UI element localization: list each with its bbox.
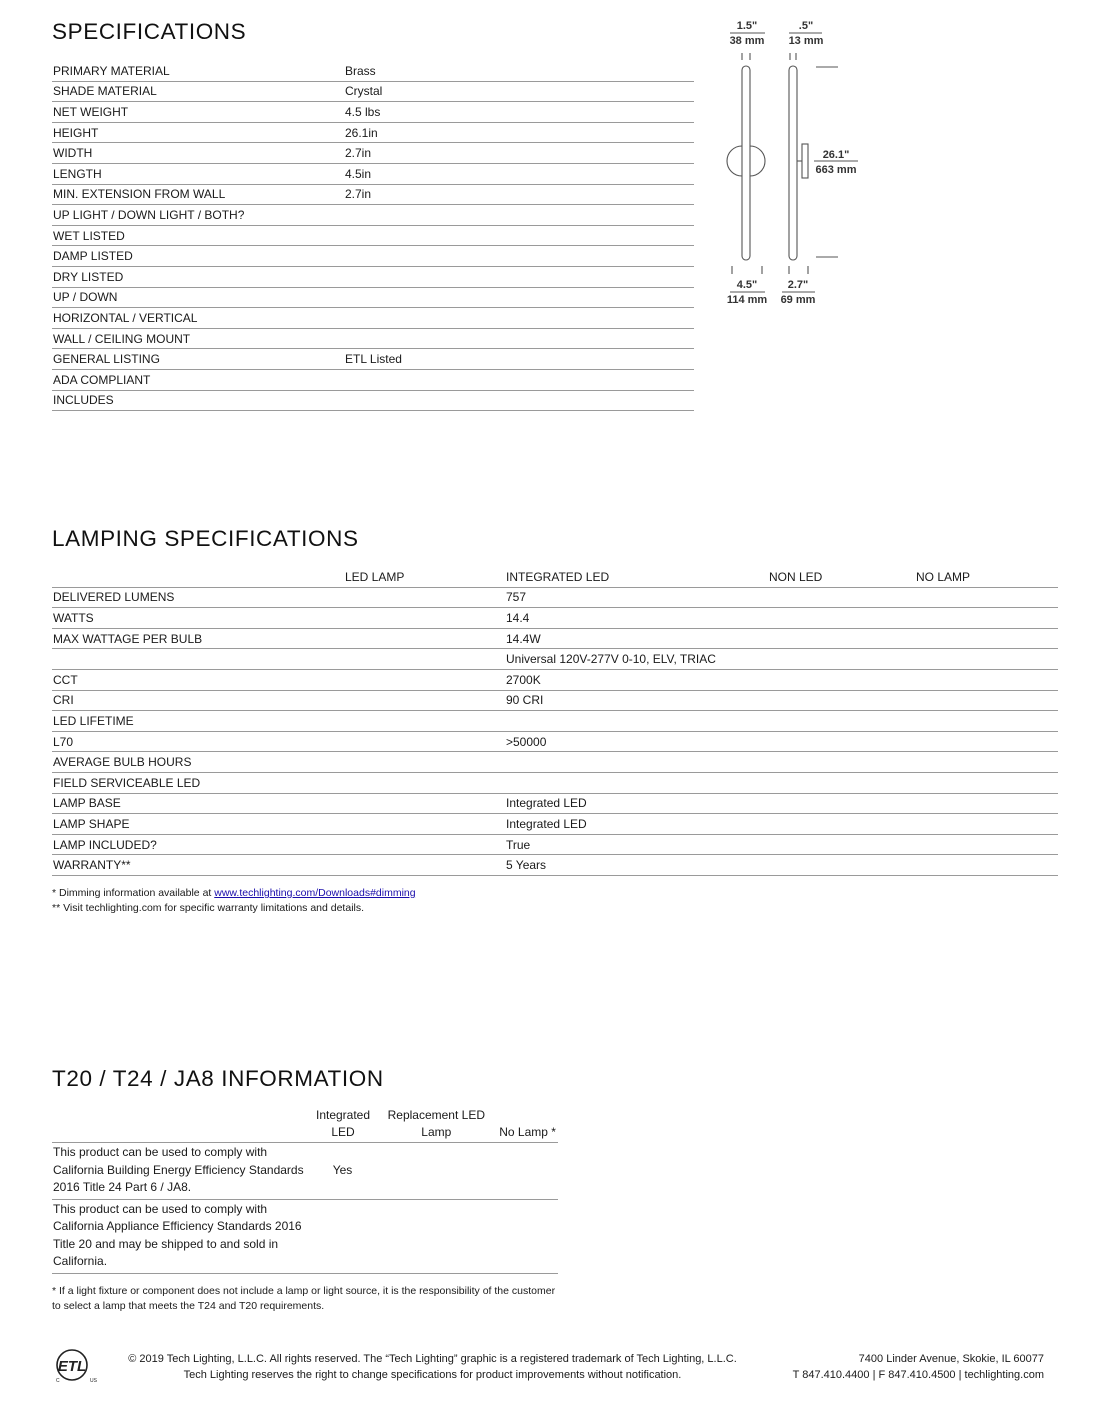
footer-copyright — [110, 1352, 755, 1383]
dim-bottom-right-in: 2.7" — [787, 279, 809, 291]
lamping-col-header: INTEGRATED LED — [505, 567, 768, 587]
lamping-col-header: NO LAMP — [915, 567, 1058, 587]
lamping-row — [52, 814, 1058, 835]
spec-label: UP LIGHT / DOWN LIGHT / BOTH? — [52, 205, 344, 226]
dim-top-left-mm: 38 mm — [729, 35, 765, 47]
lamp-led-lamp-value — [344, 690, 505, 711]
specifications-table — [52, 61, 694, 411]
t24-table — [52, 1107, 558, 1274]
lamp-non-led-value — [768, 793, 915, 814]
lamp-label: LAMP INCLUDED? — [52, 834, 344, 855]
t24-col-header: Integrated LED — [309, 1107, 376, 1143]
dimming-note-text: * Dimming information available at — [52, 887, 215, 899]
lamp-led-lamp-value — [344, 649, 505, 670]
spec-value: 4.5 lbs — [344, 102, 694, 123]
footer-phone: T 847.410.4400 | F 847.410.4500 | techlighting.com — [792, 1368, 1044, 1381]
lamping-row — [52, 855, 1058, 876]
t24-replacement-value — [375, 1199, 497, 1273]
spec-label: DRY LISTED — [52, 266, 344, 287]
t24-replacement-value — [375, 1143, 497, 1200]
lamp-label: CRI — [52, 690, 344, 711]
lamp-led-lamp-value — [344, 752, 505, 773]
lamping-row — [52, 711, 1058, 732]
spec-label: MIN. EXTENSION FROM WALL — [52, 184, 344, 205]
lamp-led-lamp-value — [344, 834, 505, 855]
spec-value: 2.7in — [344, 143, 694, 164]
lamp-led-lamp-value — [344, 814, 505, 835]
spec-value — [344, 328, 694, 349]
lamp-led-lamp-value — [344, 669, 505, 690]
lamp-non-led-value — [768, 814, 915, 835]
t24-row — [52, 1199, 558, 1273]
lamping-row — [52, 669, 1058, 690]
lamp-non-led-value — [768, 855, 915, 876]
lamping-notes — [52, 886, 416, 916]
lamp-label: WARRANTY** — [52, 855, 344, 876]
lamping-row — [52, 628, 1058, 649]
lamp-label: DELIVERED LUMENS — [52, 587, 344, 608]
dim-height-in: 26.1" — [822, 149, 850, 161]
spec-label: PRIMARY MATERIAL — [52, 61, 344, 81]
dim-top-left-in: 1.5" — [736, 20, 758, 32]
lamp-led-lamp-value — [344, 731, 505, 752]
spec-value: 2.7in — [344, 184, 694, 205]
lamp-non-led-value — [768, 731, 915, 752]
lamp-integrated-led-value: 2700K — [505, 669, 768, 690]
spec-label: ADA COMPLIANT — [52, 369, 344, 390]
etl-logo-text: ETL — [57, 1358, 87, 1375]
warranty-note: ** Visit techlighting.com for specific warranty limitations and details. — [52, 902, 365, 914]
spec-value — [344, 205, 694, 226]
lamp-no-lamp-value — [915, 814, 1058, 835]
specifications-title: SPECIFICATIONS — [52, 19, 247, 44]
t24-integrated-led-value: Yes — [309, 1143, 376, 1200]
lamping-row — [52, 587, 1058, 608]
spec-label: WIDTH — [52, 143, 344, 164]
lamping-row — [52, 649, 1058, 670]
spec-label: HORIZONTAL / VERTICAL — [52, 308, 344, 329]
lamp-integrated-led-value: True — [505, 834, 768, 855]
fixture-side-bar — [789, 66, 797, 260]
lamp-led-lamp-value — [344, 855, 505, 876]
lamp-led-lamp-value — [344, 793, 505, 814]
t24-row — [52, 1143, 558, 1200]
lamping-row — [52, 608, 1058, 629]
spec-row — [52, 266, 694, 287]
lamp-label: L70 — [52, 731, 344, 752]
t24-statement: This product can be used to comply with California Appliance Efficiency Standards 2016 Title 20 and may be shipped to and sold in California. — [52, 1199, 309, 1273]
t24-no-lamp-value — [497, 1199, 558, 1273]
lamp-no-lamp-value — [915, 628, 1058, 649]
spec-row — [52, 102, 694, 123]
spec-row — [52, 225, 694, 246]
lamp-non-led-value — [768, 608, 915, 629]
lamping-title: LAMPING SPECIFICATIONS — [52, 526, 359, 551]
spec-label: HEIGHT — [52, 122, 344, 143]
footer-copyright-line1: © 2019 Tech Lighting, L.L.C. All rights reserved. The “Tech Lighting” graphic is a registered trademark of Tech Lighting, L.L.C. — [128, 1353, 737, 1365]
t24-col-header: No Lamp * — [497, 1107, 558, 1143]
spec-row — [52, 122, 694, 143]
fixture-side-canopy — [802, 144, 808, 178]
t24-integrated-led-value — [309, 1199, 376, 1273]
spec-row — [52, 369, 694, 390]
lamp-integrated-led-value — [505, 711, 768, 732]
spec-value: Brass — [344, 61, 694, 81]
lamp-non-led-value — [768, 587, 915, 608]
spec-value — [344, 390, 694, 411]
lamp-no-lamp-value — [915, 711, 1058, 732]
lamp-led-lamp-value — [344, 587, 505, 608]
svg-text:US: US — [90, 1378, 97, 1384]
spec-label: NET WEIGHT — [52, 102, 344, 123]
lamp-integrated-led-value: 757 — [505, 587, 768, 608]
lamp-integrated-led-value — [505, 772, 768, 793]
lamp-integrated-led-value: 5 Years — [505, 855, 768, 876]
spec-row — [52, 61, 694, 81]
spec-row — [52, 184, 694, 205]
spec-value: ETL Listed — [344, 349, 694, 370]
t24-col-header — [52, 1107, 309, 1143]
lamping-col-header: NON LED — [768, 567, 915, 587]
lamp-label: LAMP BASE — [52, 793, 344, 814]
lamp-no-lamp-value — [915, 793, 1058, 814]
lamp-no-lamp-value — [915, 772, 1058, 793]
t24-statement: This product can be used to comply with California Building Energy Efficiency Standards 2016 Title 24 Part 6 / JA8. — [52, 1143, 309, 1200]
dim-bottom-left-in: 4.5" — [736, 279, 758, 291]
spec-label: UP / DOWN — [52, 287, 344, 308]
lamp-no-lamp-value — [915, 669, 1058, 690]
lamp-label — [52, 649, 344, 670]
spec-row — [52, 246, 694, 267]
fixture-front-canopy — [727, 146, 765, 176]
t24-no-lamp-value — [497, 1143, 558, 1200]
lamp-no-lamp-value — [915, 587, 1058, 608]
spec-label: WET LISTED — [52, 225, 344, 246]
lamping-table — [52, 567, 1058, 876]
lamping-row — [52, 793, 1058, 814]
t24-col-header: Replacement LED Lamp — [375, 1107, 497, 1143]
dim-bottom-left-mm: 114 mm — [726, 294, 768, 306]
footer-copyright-line2: Tech Lighting reserves the right to change specifications for product improvements without notification. — [183, 1368, 682, 1381]
spec-value — [344, 369, 694, 390]
lamp-no-lamp-value — [915, 649, 1058, 670]
lamp-no-lamp-value — [915, 608, 1058, 629]
t24-footnote: * If a light fixture or component does not include a lamp or light source, it is the responsibility of the customer to select a lamp that meets the T24 and T20 requirements. — [52, 1285, 556, 1312]
spec-row — [52, 390, 694, 411]
spec-label: WALL / CEILING MOUNT — [52, 328, 344, 349]
lamp-no-lamp-value — [915, 834, 1058, 855]
spec-row — [52, 143, 694, 164]
lamp-non-led-value — [768, 649, 915, 670]
spec-row — [52, 308, 694, 329]
spec-value — [344, 287, 694, 308]
dimming-note — [52, 886, 416, 901]
dimming-link[interactable]: www.techlighting.com/Downloads#dimming — [214, 887, 416, 899]
footer-address: 7400 Linder Avenue, Skokie, IL 60077 — [858, 1353, 1044, 1365]
lamp-integrated-led-value: 14.4 — [505, 608, 768, 629]
lamp-non-led-value — [768, 628, 915, 649]
lamping-row — [52, 834, 1058, 855]
dim-bottom-right-mm: 69 mm — [780, 294, 816, 306]
spec-value — [344, 308, 694, 329]
lamp-label: LED LIFETIME — [52, 711, 344, 732]
lamp-no-lamp-value — [915, 690, 1058, 711]
t24-title: T20 / T24 / JA8 INFORMATION — [52, 1066, 384, 1091]
lamping-row — [52, 752, 1058, 773]
lamp-integrated-led-value: Integrated LED — [505, 814, 768, 835]
t24-header-row — [52, 1107, 558, 1143]
lamp-non-led-value — [768, 669, 915, 690]
spec-value — [344, 225, 694, 246]
lamp-led-lamp-value — [344, 628, 505, 649]
spec-value — [344, 246, 694, 267]
spec-label: INCLUDES — [52, 390, 344, 411]
svg-text:C: C — [56, 1378, 60, 1384]
lamp-led-lamp-value — [344, 711, 505, 732]
lamp-integrated-led-value: Universal 120V-277V 0-10, ELV, TRIAC — [505, 649, 768, 670]
lamp-no-lamp-value — [915, 855, 1058, 876]
lamp-non-led-value — [768, 752, 915, 773]
lamp-label: LAMP SHAPE — [52, 814, 344, 835]
lamping-col-header — [52, 567, 344, 587]
spec-row — [52, 205, 694, 226]
dim-height-mm: 663 mm — [815, 164, 857, 176]
spec-label: SHADE MATERIAL — [52, 81, 344, 102]
lamp-label: MAX WATTAGE PER BULB — [52, 628, 344, 649]
lamp-integrated-led-value: 14.4W — [505, 628, 768, 649]
lamp-integrated-led-value: Integrated LED — [505, 793, 768, 814]
lamp-no-lamp-value — [915, 752, 1058, 773]
dim-top-right-in: .5" — [798, 20, 814, 32]
etl-listed-mark-icon — [52, 1348, 98, 1384]
lamp-non-led-value — [768, 834, 915, 855]
lamp-integrated-led-value: >50000 — [505, 731, 768, 752]
spec-row — [52, 81, 694, 102]
lamp-label: CCT — [52, 669, 344, 690]
spec-label: GENERAL LISTING — [52, 349, 344, 370]
spec-value: Crystal — [344, 81, 694, 102]
lamping-header-row — [52, 567, 1058, 587]
lamp-label: FIELD SERVICEABLE LED — [52, 772, 344, 793]
lamping-row — [52, 731, 1058, 752]
lamp-integrated-led-value: 90 CRI — [505, 690, 768, 711]
lamping-row — [52, 690, 1058, 711]
spec-value: 4.5in — [344, 163, 694, 184]
lamp-label: WATTS — [52, 608, 344, 629]
lamp-non-led-value — [768, 772, 915, 793]
lamp-no-lamp-value — [915, 731, 1058, 752]
spec-value — [344, 266, 694, 287]
spec-row — [52, 328, 694, 349]
dim-top-right-mm: 13 mm — [788, 35, 824, 47]
lamp-led-lamp-value — [344, 608, 505, 629]
spec-label: DAMP LISTED — [52, 246, 344, 267]
spec-row — [52, 287, 694, 308]
spec-label: LENGTH — [52, 163, 344, 184]
footer-contact — [793, 1352, 1044, 1383]
spec-value: 26.1in — [344, 122, 694, 143]
spec-row — [52, 349, 694, 370]
lamp-led-lamp-value — [344, 772, 505, 793]
lamp-label: AVERAGE BULB HOURS — [52, 752, 344, 773]
lamp-non-led-value — [768, 711, 915, 732]
fixture-dimension-diagram — [724, 14, 874, 314]
lamping-row — [52, 772, 1058, 793]
fixture-front-bar — [742, 66, 750, 260]
spec-row — [52, 163, 694, 184]
lamp-integrated-led-value — [505, 752, 768, 773]
lamping-col-header: LED LAMP — [344, 567, 505, 587]
lamp-non-led-value — [768, 690, 915, 711]
